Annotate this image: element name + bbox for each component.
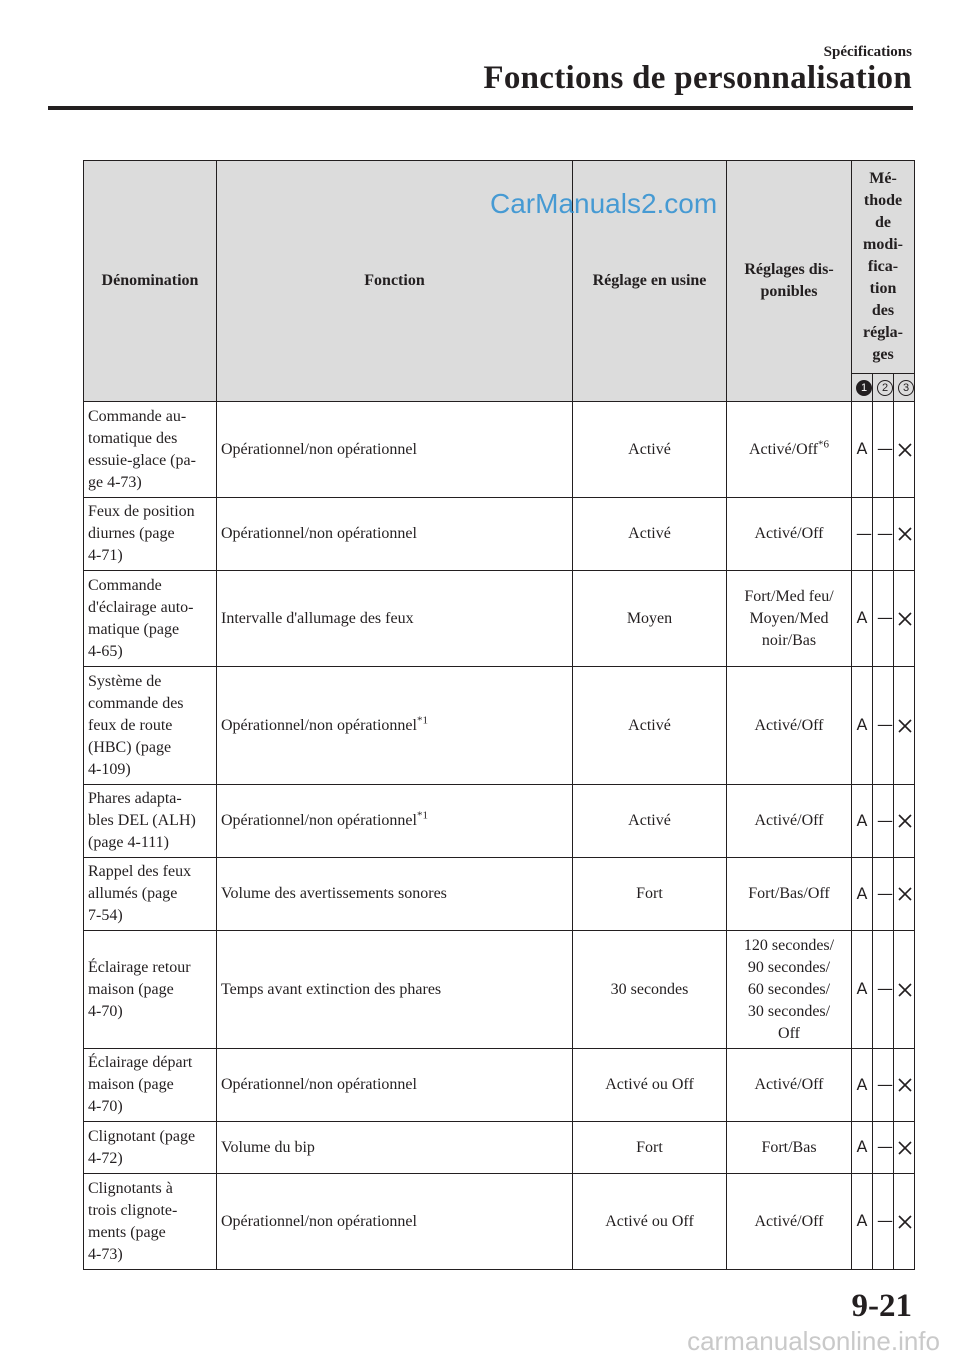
section-label: Spécifications <box>823 44 912 60</box>
row-method-3 <box>894 858 915 931</box>
row-function <box>217 1174 573 1270</box>
row-function-text: Opérationnel/non opérationnel <box>221 812 417 829</box>
row-name: Système de commande des feux de route (HBC) (page 4-109) <box>84 667 217 785</box>
row-method-1: A <box>852 858 873 931</box>
row-function <box>217 402 573 498</box>
row-function <box>217 1122 573 1174</box>
row-function-text: Opérationnel/non opérationnel <box>221 525 417 542</box>
row-available-text: Fort/Bas <box>761 1138 817 1156</box>
row-factory: Moyen <box>573 571 727 667</box>
row-name: Commande au- tomatique des essuie-glace (pa- ge 4-73) <box>84 402 217 498</box>
row-available <box>727 1174 852 1270</box>
row-available-text: Activé/Off <box>754 716 824 734</box>
row-factory: Fort <box>573 1122 727 1174</box>
page-title: Fonctions de personnalisation <box>483 60 912 96</box>
col-header-factory: Réglage en usine <box>573 161 727 402</box>
row-method-3 <box>894 498 915 571</box>
table-row <box>84 785 915 858</box>
row-method-2: — <box>873 1122 894 1174</box>
row-available-text: Activé/Off <box>754 1212 824 1230</box>
page-number: 9-21 <box>851 1288 912 1324</box>
row-method-2: — <box>873 498 894 571</box>
row-factory: Activé <box>573 498 727 571</box>
table-row <box>84 1049 915 1122</box>
row-method-3 <box>894 667 915 785</box>
method-2-icon: 2 <box>873 373 894 401</box>
row-function <box>217 498 573 571</box>
table-row <box>84 931 915 1049</box>
row-available-text: Fort/Bas/Off <box>748 885 830 902</box>
row-method-2: — <box>873 858 894 931</box>
row-function-text: Opérationnel/non opérationnel <box>221 716 417 734</box>
row-function-text: Opérationnel/non opérationnel <box>221 440 417 458</box>
row-function-text: Opérationnel/non opérationnel <box>221 1076 417 1093</box>
x-icon <box>898 814 912 828</box>
row-available <box>727 571 852 667</box>
row-function <box>217 858 573 931</box>
row-method-2: — <box>873 667 894 785</box>
row-factory: Activé ou Off <box>573 1174 727 1270</box>
table-row <box>84 858 915 931</box>
row-factory: Activé <box>573 667 727 785</box>
row-function-note: *1 <box>416 714 428 727</box>
row-function-text: Volume du bip <box>221 1138 315 1156</box>
row-name: Clignotants à trois clignote- ments (page 4-73) <box>84 1174 217 1270</box>
row-method-1: A <box>852 402 873 498</box>
row-available <box>727 498 852 571</box>
row-method-1: A <box>852 667 873 785</box>
row-function <box>217 1049 573 1122</box>
x-icon <box>898 612 912 626</box>
col-header-available: Réglages dis- ponibles <box>727 161 852 402</box>
footer-watermark: carmanualsonline.info <box>687 1326 940 1356</box>
row-method-3 <box>894 785 915 858</box>
row-function-text: Opérationnel/non opérationnel <box>221 1212 417 1230</box>
row-method-3 <box>894 931 915 1049</box>
row-function <box>217 667 573 785</box>
row-method-3 <box>894 1174 915 1270</box>
table-row <box>84 402 915 498</box>
customization-table <box>83 160 915 1270</box>
row-available-text: Activé/Off <box>754 812 824 829</box>
row-method-2: — <box>873 931 894 1049</box>
row-name: Rappel des feux allumés (page 7-54) <box>84 858 217 931</box>
col-header-name: Dénomination <box>84 161 217 402</box>
row-available <box>727 785 852 858</box>
table-row <box>84 1174 915 1270</box>
row-available-text: Activé/Off <box>754 525 824 542</box>
col-header-function: Fonction <box>217 161 573 402</box>
row-method-1: A <box>852 1122 873 1174</box>
x-icon <box>898 1141 912 1155</box>
row-name: Phares adapta- bles DEL (ALH) (page 4-111) <box>84 785 217 858</box>
row-method-3 <box>894 571 915 667</box>
row-method-2: — <box>873 1049 894 1122</box>
method-1-icon: 1 <box>852 373 873 401</box>
table-row <box>84 498 915 571</box>
row-available-text: Fort/Med feu/ Moyen/Med noir/Bas <box>744 587 834 649</box>
table-row <box>84 571 915 667</box>
row-name: Éclairage départ maison (page 4-70) <box>84 1049 217 1122</box>
row-method-1: A <box>852 571 873 667</box>
row-method-2: — <box>873 402 894 498</box>
row-name: Clignotant (page 4-72) <box>84 1122 217 1174</box>
row-factory: Activé <box>573 785 727 858</box>
row-factory: Fort <box>573 858 727 931</box>
x-icon <box>898 527 912 541</box>
row-method-1: A <box>852 785 873 858</box>
row-factory: Activé <box>573 402 727 498</box>
row-available <box>727 1122 852 1174</box>
row-method-2: — <box>873 571 894 667</box>
x-icon <box>898 983 912 997</box>
table-row <box>84 667 915 785</box>
method-3-icon: 3 <box>894 373 915 401</box>
row-function <box>217 571 573 667</box>
row-available-text: Activé/Off <box>754 1076 824 1093</box>
row-available <box>727 402 852 498</box>
row-name: Éclairage retour maison (page 4-70) <box>84 931 217 1049</box>
x-icon <box>898 443 912 457</box>
row-name: Feux de position diurnes (page 4-71) <box>84 498 217 571</box>
watermark-text: CarManuals2.com <box>490 188 718 219</box>
row-function-text: Intervalle d'allumage des feux <box>221 609 414 627</box>
row-method-3 <box>894 1049 915 1122</box>
table-row <box>84 1122 915 1174</box>
row-available <box>727 858 852 931</box>
row-available <box>727 931 852 1049</box>
row-available-text: Activé/Off <box>748 440 818 458</box>
row-function-text: Temps avant extinction des phares <box>221 980 442 998</box>
col-header-method: Mé- thode de modi- fica- tion des régla- ges <box>852 161 915 374</box>
row-method-3 <box>894 1122 915 1174</box>
x-icon <box>898 719 912 733</box>
row-available <box>727 1049 852 1122</box>
row-function <box>217 785 573 858</box>
x-icon <box>898 1215 912 1229</box>
row-available <box>727 667 852 785</box>
row-method-1: A <box>852 1174 873 1270</box>
row-available-note: *6 <box>818 438 829 451</box>
row-method-3 <box>894 402 915 498</box>
row-factory: 30 secondes <box>573 931 727 1049</box>
row-function-note: *1 <box>416 809 428 822</box>
row-factory: Activé ou Off <box>573 1049 727 1122</box>
row-method-1: A <box>852 1049 873 1122</box>
x-icon <box>898 1078 912 1092</box>
row-name: Commande d'éclairage auto- matique (page 4-65) <box>84 571 217 667</box>
x-icon <box>898 887 912 901</box>
row-function-text: Volume des avertissements sonores <box>221 885 447 902</box>
row-method-1: A <box>852 931 873 1049</box>
row-method-2: — <box>873 1174 894 1270</box>
header-rule <box>48 106 913 110</box>
row-method-1: — <box>852 498 873 571</box>
row-available-text: 120 secondes/ 90 secondes/ 60 secondes/ 30 secondes/ Off <box>743 936 835 1042</box>
row-function <box>217 931 573 1049</box>
row-method-2: — <box>873 785 894 858</box>
